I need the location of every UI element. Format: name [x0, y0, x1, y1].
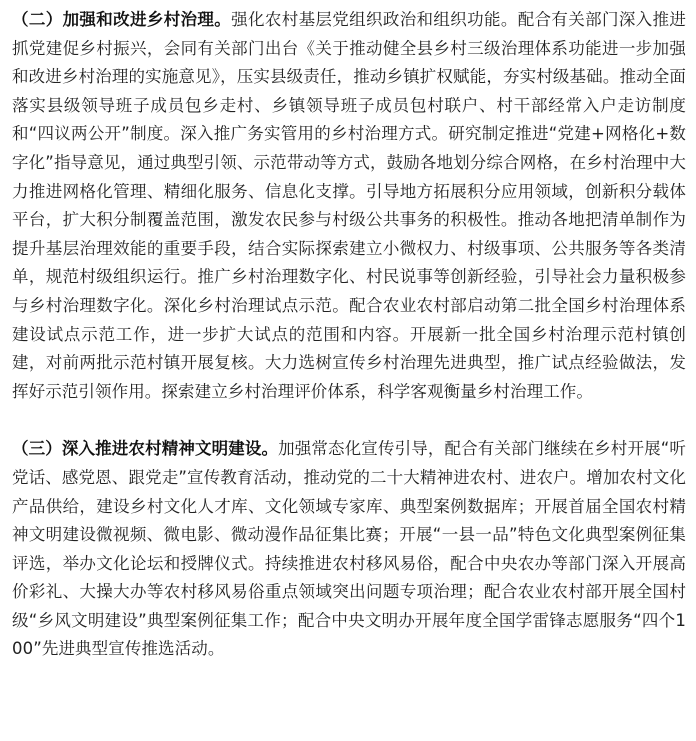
- section-text: 加强常态化宣传引导，配合有关部门继续在乡村开展“听党话、感党恩、跟党走”宣传教育活动，推动党的二十大精神进农村、进农户。增加农村文化产品供给，建设乡村文化人才库、文化领域专家库、典型案例数据库；开展首届全国农村精神文明建设微视频、微电影、微动漫作品征集比赛；开展“一县一品”特色文化典型案例征集评选，举办文化论坛和授牌仪式。持续推进农村移风易俗，配合中央农办等部门深入开展高价彩礼、大操大办等农村移风易俗重点领域突出问题专项治理；配合农业农村部开展全国村级“乡风文明建设”典型案例征集工作；配合中央文明办开展年度全国学雷锋志愿服务“四个100”先进典型宣传推选活动。: [12, 439, 686, 659]
- section-text: 强化农村基层党组织政治和组织功能。配合有关部门深入推进抓党建促乡村振兴，会同有关部门出台《关于推动健全县乡村三级治理体系功能进一步加强和改进乡村治理的实施意见》，压实县级责任，推动乡镇扩权赋能，夯实村级基础。推动全面落实县级领导班子成员包乡走村、乡镇领导班子成员包村联户、村干部经常入户走访制度和“四议两公开”制度。深入推广务实管用的乡村治理方式。研究制定推进“党建+网格化+数字化”指导意见，通过典型引领、示范带动等方式，鼓励各地划分综合网格，在乡村治理中大力推进网格化管理、精细化服务、信息化支撑。引导地方拓展积分应用领域，创新积分载体平台，扩大积分制覆盖范围，激发农民参与村级公共事务的积极性。推动各地把清单制作为提升基层治理效能的重要手段，结合实际探索建立小微权力、村级事项、公共服务等各类清单，规范村级组织运行。推广乡村治理数字化、村民说事等创新经验，引导社会力量积极参与乡村治理数字化。深化乡村治理试点示范。配合农业农村部启动第二批全国乡村治理体系建设试点示范工作，进一步扩大试点的范围和内容。开展新一批全国乡村治理示范村镇创建，对前两批示范村镇开展复核。大力选树宣传乡村治理先进典型，推广试点经验做法，发挥好示范引领作用。探索建立乡村治理评价体系，科学客观衡量乡村治理工作。: [12, 10, 686, 401]
- section-heading: （二）加强和改进乡村治理。: [12, 10, 232, 29]
- document-body: [12, 6, 686, 664]
- section-heading: （三）深入推进农村精神文明建设。: [12, 439, 279, 459]
- section-rural-governance: [12, 6, 686, 406]
- section-spiritual-civilization: [12, 435, 686, 664]
